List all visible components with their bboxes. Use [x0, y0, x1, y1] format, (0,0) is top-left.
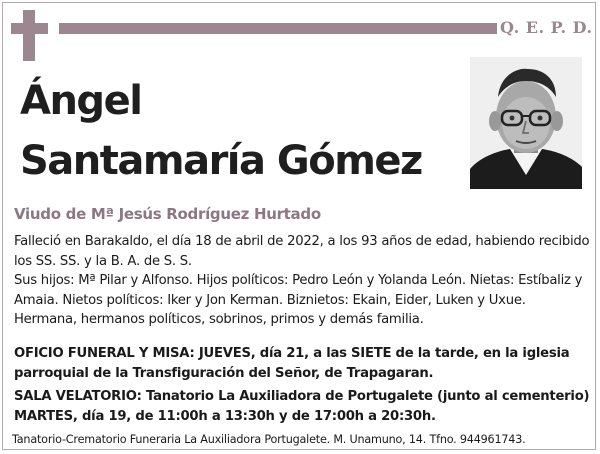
deceased-first-name: Ángel [20, 78, 142, 124]
qepd-label: Q. E. P. D. [500, 18, 593, 37]
funeral-home-footer: Tanatorio-Crematorio Funeraria La Auxiliadora Portugalete. M. Unamuno, 14. Tfno. 944961743. [12, 433, 526, 446]
deceased-photo [470, 57, 582, 189]
deceased-surnames: Santamaría Gómez [20, 138, 422, 184]
wake-room-text: SALA VELATORIO: Tanatorio La Auxiliadora de Portugalete (junto al cementerio) MARTES, día 19, de 11:00h a 13:30h y de 17:00h a 20:30h. [14, 389, 590, 424]
cross-icon [23, 10, 35, 61]
widow-of-line: Viudo de Mª Jesús Rodríguez Hurtado [14, 205, 321, 223]
family-text: Sus hijos: Mª Pilar y Alfonso. Hijos políticos: Pedro León y Yolanda León. Nietas: Estíbaliz y Amaia. Nietos políticos: Iker y Jon Kerman. Biznietos: Ekain, Eider, Luken y Uxue. Hermana, hermanos políticos, sobrinos, primos y demás familia. [14, 273, 583, 327]
death-notice-text: Falleció en Barakaldo, el día 18 de abril de 2022, a los 93 años de edad, habiendo recibido los SS. SS. y la B. A. de S. S. [14, 234, 590, 269]
portrait-icon [470, 57, 582, 189]
funeral-service-text: OFICIO FUNERAL Y MISA: JUEVES, día 21, a las SIETE de la tarde, en la iglesia parroquial de la Transfiguración del Señor, de Trapagaran. [14, 346, 570, 381]
cross-icon-arm [11, 23, 48, 34]
header-rule [59, 23, 497, 34]
